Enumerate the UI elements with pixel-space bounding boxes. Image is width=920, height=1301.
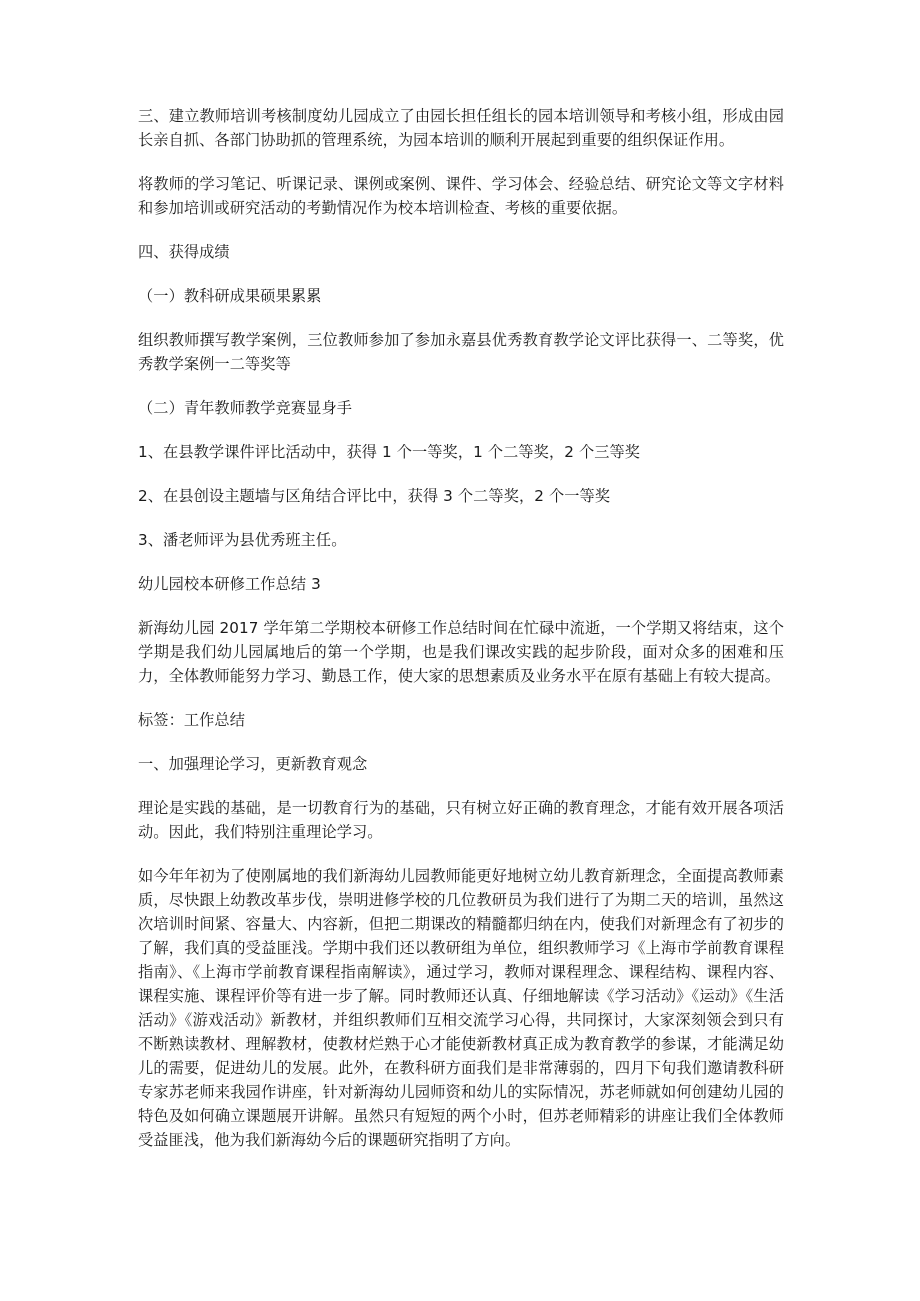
paragraph-assessment-system: 三、建立教师培训考核制度幼儿园成立了由园长担任组长的园本培训领导和考核小组，形成由园长亲自抓、各部门协助抓的管理系统，为园本培训的顺利开展起到重要的组织保证作用。: [138, 107, 784, 149]
paragraph-training-details: 如今年年初为了使刚属地的我们新海幼儿园教师能更好地树立幼儿教育新理念，全面提高教师素质，尽快跟上幼教改革步伐，崇明进修学校的几位教研员为我们进行了为期二天的培训，虽然这次培训时间紧、容量大、内容新，但把二期课改的精髓都归纳在内，使我们对新理念有了初步的了解，我们真的受益匪浅。学期中我们还以教研组为单位，组织教师学习《上海市学前教育课程指南》、《上海市学前教育课程指南解读》，通过学习，教师对课程理念、课程结构、课程内容、课程实施、课程评价等有进一步了解。同时教师还认真、仔细地解读《学习活动》《运动》《生活活动》《游戏活动》新教材，并组织教师们互相交流学习心得，共同探讨，大家深刻领会到只有不断熟读教材、理解教材，使教材烂熟于心才能使新教材真正成为教育教学的参谋，才能满足幼儿的需要，促进幼儿的发展。此外，在教科研方面我们是非常薄弱的，四月下旬我们邀请教科研专家苏老师来我园作讲座，针对新海幼儿园师资和幼儿的实际情况，苏老师就如何创建幼儿园的特色及如何确立课题展开讲解。虽然只有短短的两个小时，但苏老师精彩的讲座让我们全体教师受益匪浅，他为我们新海幼今后的课题研究指明了方向。: [138, 867, 784, 1149]
heading-young-teachers: （二）青年教师教学竞赛显身手: [138, 399, 353, 417]
document-page: [138, 104, 784, 1172]
paragraph-theory-foundation: 理论是实践的基础，是一切教育行为的基础，只有树立好正确的教育理念，才能有效开展各项活动。因此，我们特别注重理论学习。: [138, 799, 784, 841]
tag-label: 标签：工作总结: [138, 711, 246, 729]
paragraph-semester-intro: 新海幼儿园 2017 学年第二学期校本研修工作总结时间在忙碌中流逝，一个学期又将结束，这个学期是我们幼儿园属地后的第一个学期，也是我们课改实践的起步阶段，面对众多的困难和压力，全体教师能努力学习、勤恳工作，使大家的思想素质及业务水平在原有基础上有较大提高。: [138, 619, 784, 685]
heading-summary-3: 幼儿园校本研修工作总结 3: [138, 575, 321, 593]
heading-theory-study: 一、加强理论学习，更新教育观念: [138, 755, 368, 773]
heading-research-results: （一）教科研成果硕果累累: [138, 287, 322, 305]
paragraph-teaching-cases: 组织教师撰写教学案例，三位教师参加了参加永嘉县优秀教育教学论文评比获得一、二等奖，优秀教学案例一二等奖等: [138, 331, 784, 373]
paragraph-assessment-basis: 将教师的学习笔记、听课记录、课例或案例、课件、学习体会、经验总结、研究论文等文字材料和参加培训或研究活动的考勤情况作为校本培训检查、考核的重要依据。: [138, 175, 784, 217]
list-item-head-teacher-award: 3、潘老师评为县优秀班主任。: [138, 531, 347, 549]
heading-achievements: 四、获得成绩: [138, 243, 230, 261]
list-item-theme-wall-award: 2、在县创设主题墙与区角结合评比中，获得 3 个二等奖，2 个一等奖: [138, 487, 611, 505]
list-item-courseware-award: 1、在县教学课件评比活动中，获得 1 个一等奖，1 个二等奖，2 个三等奖: [138, 443, 641, 461]
